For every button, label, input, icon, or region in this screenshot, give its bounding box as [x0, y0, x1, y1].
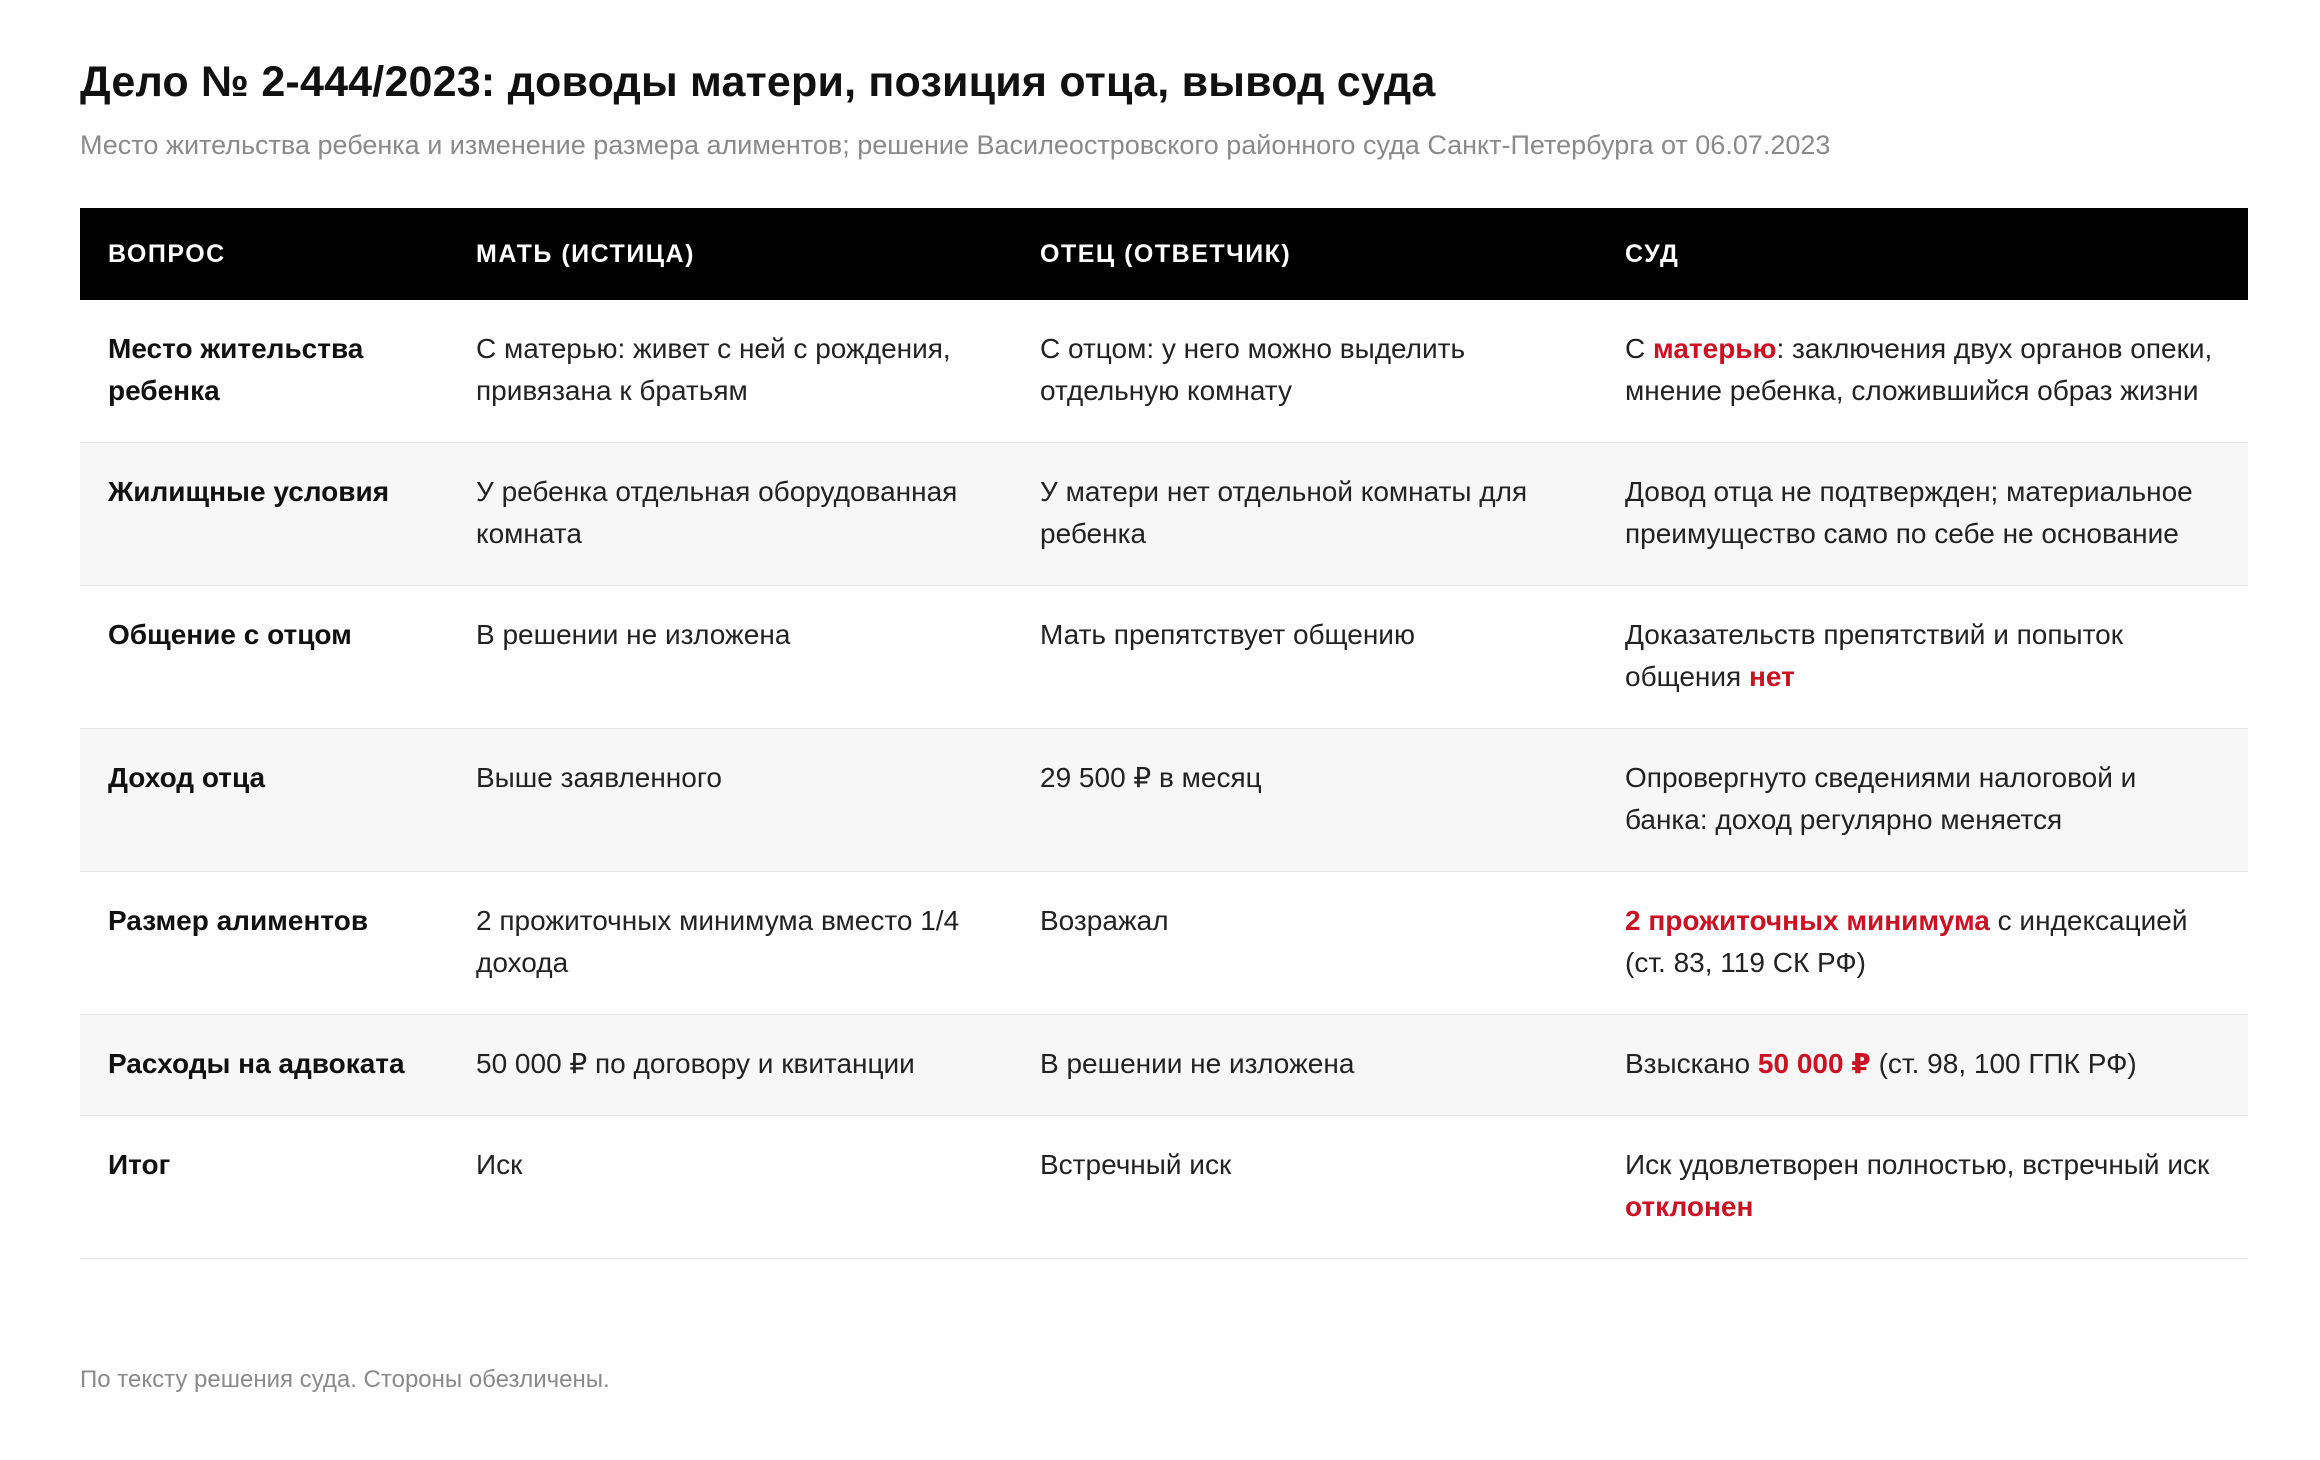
header-court: СУД: [1625, 239, 1680, 268]
row-mother: Выше заявленного: [476, 762, 722, 793]
table-row: [80, 1015, 2248, 1116]
footnote: По тексту решения суда. Стороны обезличены.: [80, 1366, 610, 1393]
header-question: ВОПРОС: [108, 239, 226, 268]
court-text: (ст. 98, 100 ГПК РФ): [1870, 1048, 2137, 1079]
page-title: Дело № 2-444/2023: доводы матери, позиция отца, вывод суда: [80, 58, 1436, 106]
row-father: Мать препятствует общению: [1040, 619, 1415, 650]
row-court: [1597, 1116, 2248, 1259]
table-row: [80, 300, 2248, 443]
row-court: [1597, 300, 2248, 443]
table-header: [80, 208, 2248, 300]
row-father: Возражал: [1040, 905, 1169, 936]
table-row: [80, 586, 2248, 729]
header-father: ОТЕЦ (ОТВЕТЧИК): [1040, 239, 1292, 268]
court-text: Опровергнуто сведениями налоговой и банка: доход регулярно меняется: [1625, 762, 2137, 835]
row-mother: У ребенка отдельная оборудованная комната: [476, 476, 958, 549]
row-mother: 2 прожиточных минимума вместо 1/4 дохода: [476, 905, 960, 978]
court-text: Довод отца не подтвержден; материальное преимущество само по себе не основание: [1625, 476, 2193, 549]
court-text: с индексацией (ст. 83, 119 СК РФ): [1625, 905, 2188, 978]
row-question: Доход отца: [108, 762, 266, 793]
row-court: [1597, 872, 2248, 1015]
comparison-table: [80, 208, 2248, 1259]
row-question: Жилищные условия: [108, 476, 390, 507]
row-court: [1597, 443, 2248, 586]
court-text: Иск удовлетворен полностью, встречный иск: [1625, 1149, 2210, 1180]
row-mother: 50 000 ₽ по договору и квитанции: [476, 1048, 915, 1079]
row-question: Общение с отцом: [108, 619, 352, 650]
table-row: [80, 443, 2248, 586]
row-father: С отцом: у него можно выделить отдельную комнату: [1040, 333, 1466, 406]
row-court: [1597, 1015, 2248, 1116]
table-row: [80, 1116, 2248, 1259]
row-father: В решении не изложена: [1040, 1048, 1355, 1079]
table-header-row: [80, 208, 2248, 300]
table-row: [80, 729, 2248, 872]
court-text: Доказательств препятствий и попыток общения: [1625, 619, 2123, 692]
court-text: : заключения двух органов опеки, мнение ребенка, сложившийся образ жизни: [1625, 333, 2213, 406]
table-body: [80, 300, 2248, 1259]
table-row: [80, 872, 2248, 1015]
court-highlight: нет: [1748, 661, 1795, 692]
court-highlight: отклонен: [1625, 1191, 1754, 1222]
row-question: Расходы на адвоката: [108, 1048, 405, 1079]
row-father: У матери нет отдельной комнаты для ребенка: [1040, 476, 1528, 549]
row-mother: В решении не изложена: [476, 619, 791, 650]
row-court: [1597, 586, 2248, 729]
row-question: Итог: [108, 1149, 171, 1180]
row-mother: С матерью: живет с ней с рождения, привязана к братьям: [476, 333, 951, 406]
row-question: Место жительства ребенка: [108, 333, 364, 406]
row-mother: Иск: [476, 1149, 523, 1180]
court-highlight: 50 000 ₽: [1757, 1048, 1871, 1079]
row-question: Размер алиментов: [108, 905, 369, 936]
court-highlight: 2 прожиточных минимума: [1625, 905, 1990, 936]
header-mother: МАТЬ (ИСТИЦА): [476, 239, 695, 268]
page-subtitle: Место жительства ребенка и изменение размера алиментов; решение Василеостровского районного суда Санкт-Петербурга от 06.07.2023: [80, 130, 1831, 160]
court-highlight: матерью: [1653, 333, 1777, 364]
court-text: Взыскано: [1625, 1048, 1758, 1079]
row-father: Встречный иск: [1040, 1149, 1232, 1180]
court-text: С: [1625, 333, 1653, 364]
row-father: 29 500 ₽ в месяц: [1040, 762, 1262, 793]
row-court: [1597, 729, 2248, 872]
